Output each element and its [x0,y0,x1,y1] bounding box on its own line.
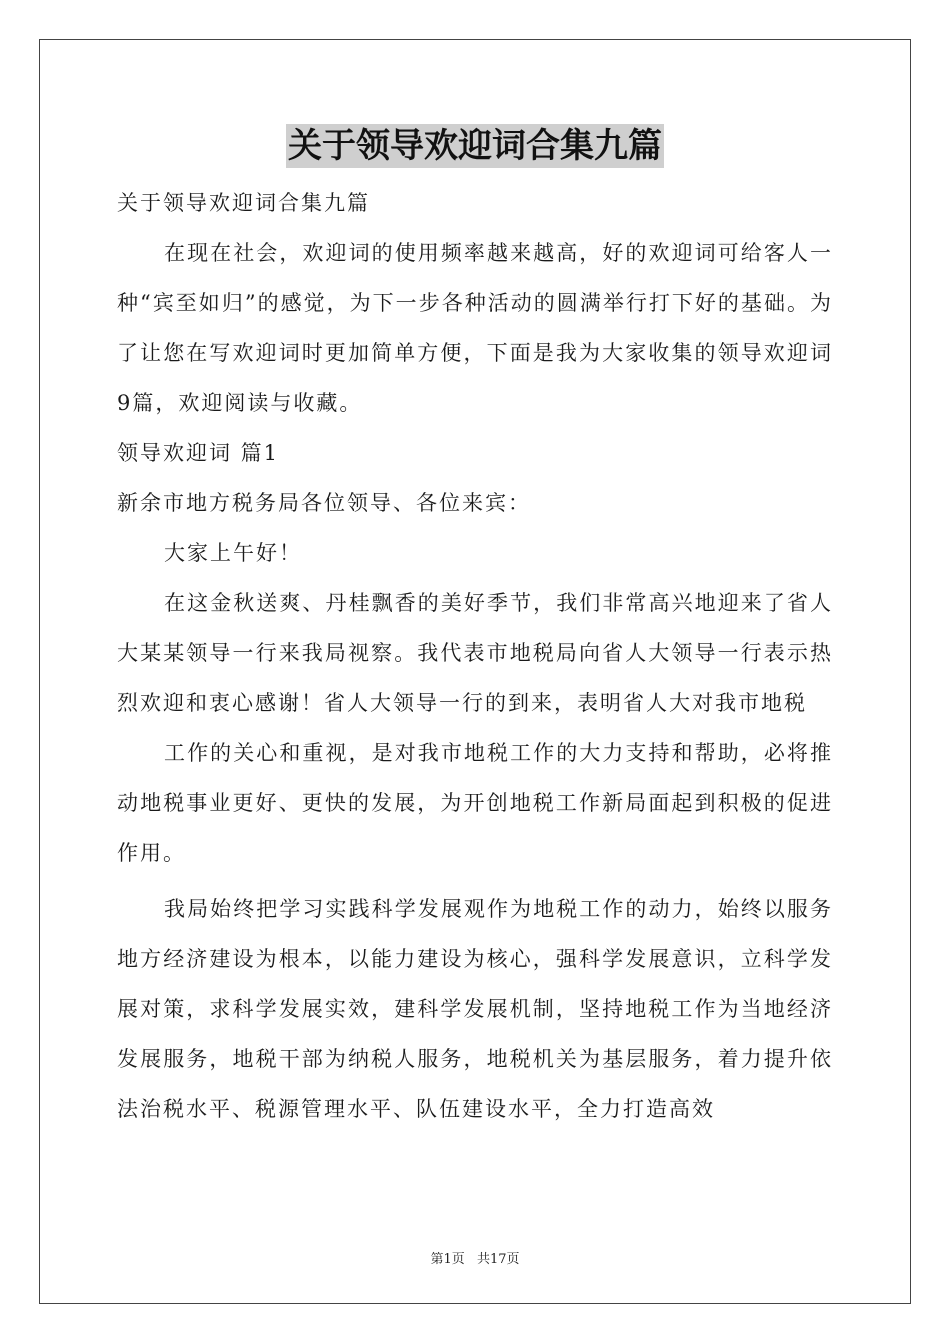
title-block [0,124,950,168]
body-paragraph: 在这金秋送爽、丹桂飘香的美好季节，我们非常高兴地迎来了省人大某某领导一行来我局视察。我代表市地税局向省人大领导一行表示热烈欢迎和衷心感谢！省人大领导一行的到来，表明省人大对我市地税 [117,591,833,715]
intro-paragraph: 在现在社会，欢迎词的使用频率越来越高，好的欢迎词可给客人一种“宾至如归”的感觉，为下一步各种活动的圆满举行打下好的基础。为了让您在写欢迎词时更加简单方便，下面是我为大家收集的领导欢迎词9篇，欢迎阅读与收藏。 [117,241,833,415]
greeting: 大家上午好！ [164,541,302,565]
page-total: 共17页 [476,1252,520,1267]
salutation: 新余市地方税务局各位领导、各位来宾： [117,491,531,515]
subtitle-line: 关于领导欢迎词合集九篇 [117,191,370,215]
section-heading: 领导欢迎词 篇1 [117,441,280,465]
page-footer [0,1248,950,1267]
page-number: 第1页 [430,1252,465,1267]
document-title: 关于领导欢迎词合集九篇 [288,126,662,166]
document-body [117,178,833,1134]
body-paragraph: 工作的关心和重视，是对我市地税工作的大力支持和帮助，必将推动地税事业更好、更快的发展，为开创地税工作新局面起到积极的促进作用。 [117,741,833,865]
body-paragraph: 我局始终把学习实践科学发展观作为地税工作的动力，始终以服务地方经济建设为根本，以能力建设为核心，强科学发展意识，立科学发展对策，求科学发展实效，建科学发展机制，坚持地税工作为当地经济发展服务，地税干部为纳税人服务，地税机关为基层服务，着力提升依法治税水平、税源管理水平、队伍建设水平，全力打造高效 [117,897,833,1121]
